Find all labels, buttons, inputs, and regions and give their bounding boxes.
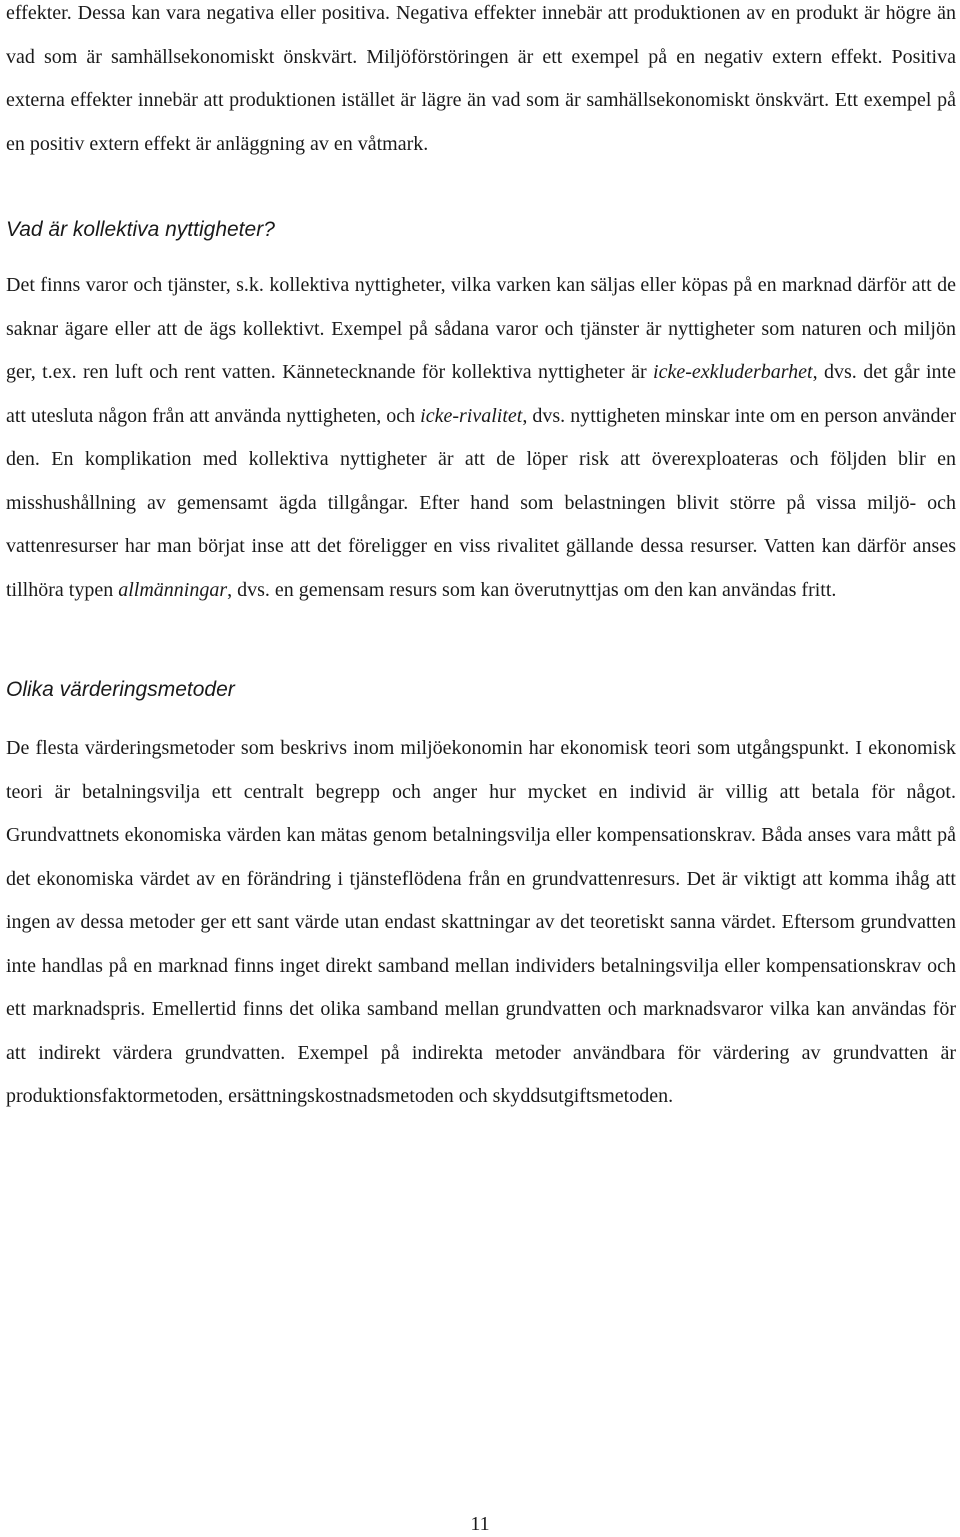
document-page bbox=[6, 0, 956, 1119]
heading-varderingsmetoder: Olika värderingsmetoder bbox=[6, 678, 235, 701]
italic-term: icke-exkluderbarhet bbox=[653, 361, 813, 383]
heading-kollektiva-nyttigheter: Vad är kollektiva nyttigheter? bbox=[6, 218, 275, 241]
paragraph-kollektiva-nyttigheter bbox=[6, 264, 956, 612]
paragraph-text: , dvs. det går inte att utesluta någon från att använda nyttigheten, och bbox=[6, 361, 956, 427]
paragraph-text: Det finns varor och tjänster, s.k. kollektiva nyttigheter, vilka varken kan säljas eller köpas på en marknad därför att de saknar ägare eller att de ägs kollektivt. Exempel på sådana varor och tjänster är nyttigheter som naturen och miljön ger, t.ex. ren luft och rent vatten. Kännetecknande för kollektiva nyttigheter är bbox=[6, 274, 956, 383]
italic-term: allmänningar bbox=[118, 578, 228, 601]
paragraph-text: , dvs. en gemensam resurs som kan överutnyttjas om den kan användas fritt. bbox=[227, 578, 837, 601]
paragraph-externa-effekter: effekter. Dessa kan vara negativa eller positiva. Negativa effekter innebär att produktionen av en produkt är högre än vad som är samhällsekonomiskt önskvärt. Miljöförstöringen är ett exempel på en negativ extern effekt. Positiva externa effekter innebär att produktionen istället är lägre än vad som är samhällsekonomiskt önskvärt. Ett exempel på en positiv extern effekt är anläggning av en våtmark. bbox=[6, 2, 956, 155]
paragraph-varderingsmetoder: De flesta värderingsmetoder som beskrivs inom miljöekonomin har ekonomisk teori som utgångspunkt. I ekonomisk teori är betalningsvilja ett centralt begrepp och anger hur mycket en individ är villig att betala för något. Grundvattnets ekonomiska värden kan mätas genom betalningsvilja eller kompensationskrav. Båda anses vara mått på det ekonomiska värdet av en förändring i tjänsteflödena från en grundvattenresurs. Det är viktigt att komma ihåg att ingen av dessa metoder ger ett sant värde utan endast skattningar av det teoretiskt sanna värdet. Eftersom grundvatten inte handlas på en marknad finns inget direkt samband mellan individers betalningsvilja eller kompensationskrav och ett marknadspris. Emellertid finns det olika samband mellan grundvatten och marknadsvaror vilka kan användas för att indirekt värdera grundvatten. Exempel på indirekta metoder användbara för värdering av grundvatten är produktionsfaktormetoden, ersättningskostnadsmetoden och skyddsutgiftsmetoden. bbox=[6, 737, 956, 1107]
italic-term: icke-rivalitet bbox=[420, 404, 523, 427]
page-number: 11 bbox=[470, 1513, 490, 1535]
paragraph-text: , dvs. nyttigheten minskar inte om en person använder den. En komplikation med kollektiva nyttigheter är att de löper risk att överexploateras och följden blir en misshushållning av gemensamt ägda tillgångar. Efter hand som belastningen blivit större på vissa miljö- och vattenresurser har man börjat inse att det föreligger en viss rivalitet gällande dessa resurser. Vatten kan därför anses tillhöra typen bbox=[6, 404, 956, 601]
